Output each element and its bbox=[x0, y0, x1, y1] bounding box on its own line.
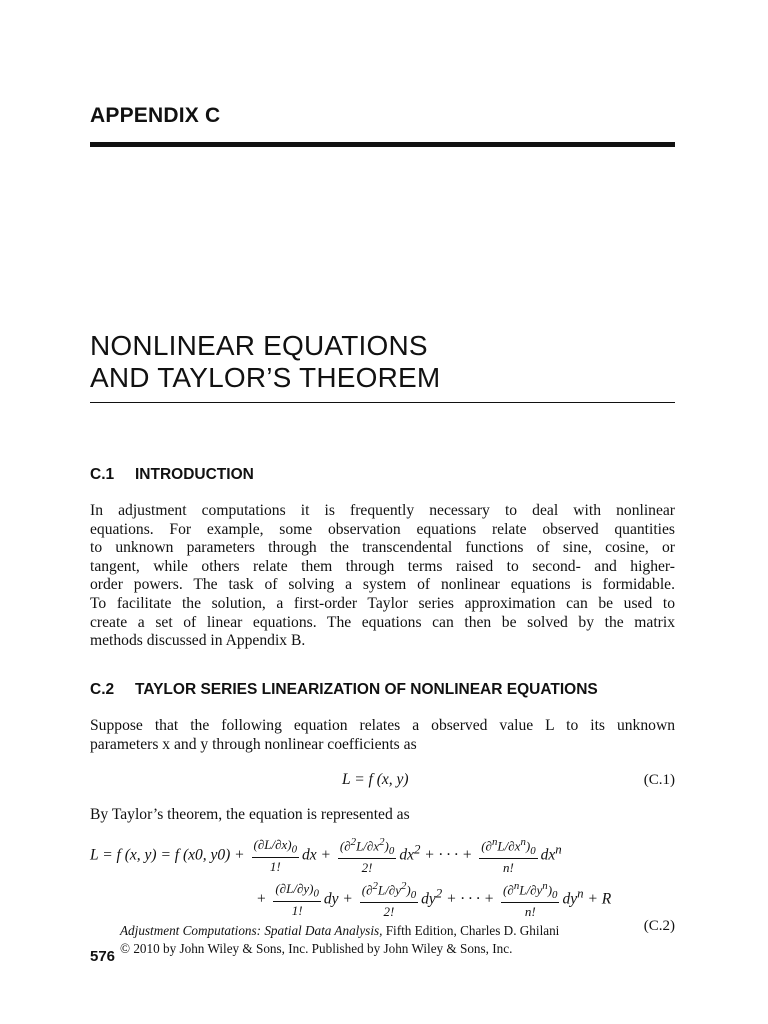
paragraph-line: To facilitate the solution, a first-order Taylor series approximation can be used to bbox=[90, 594, 675, 612]
equation-c1: L = f (x, y) bbox=[342, 771, 409, 788]
section-c1-heading bbox=[90, 466, 254, 484]
paragraph-line: methods discussed in Appendix B. bbox=[90, 632, 306, 650]
section-title: INTRODUCTION bbox=[135, 466, 254, 483]
suppose-paragraph bbox=[90, 717, 675, 754]
copyright-footer bbox=[120, 922, 559, 958]
equation-c2-row1: L = f (x, y) = f (x0, y0) + $\frac{(\partial L/\partial x)_0}{1!}$ dx + $\frac{(\partial^2L/\partial x^2)_0}{2!}$ $dx^2$ + · · · + $\frac{(\partial^nL/\partial x^n)_0}{n!}$ $dx^n$ bbox=[90, 836, 562, 875]
fraction-term: $\frac{(\partial^2L/\partial y^2)_0}{2!}$ bbox=[361, 880, 417, 919]
equation-lhs: L = f (x, y) = f (x0, y0) + bbox=[90, 846, 245, 864]
title-rule bbox=[90, 402, 675, 403]
paragraph-line: In adjustment computations it is frequently necessary to deal with nonlinear bbox=[90, 502, 675, 519]
section-c2-heading bbox=[90, 681, 598, 699]
paragraph-line: equations. For example, some observation equations relate observed quantities bbox=[90, 520, 675, 538]
equation-number: (C.1) bbox=[643, 772, 675, 788]
section-title: TAYLOR SERIES LINEARIZATION OF NONLINEAR EQUATIONS bbox=[135, 681, 598, 698]
paragraph-line: order powers. The task of solving a system of nonlinear equations is formidable. bbox=[90, 576, 675, 594]
paragraph-line: Suppose that the following equation relates a observed value L to its unknown bbox=[90, 717, 675, 734]
paragraph-line: parameters x and y through nonlinear coefficients as bbox=[90, 735, 417, 753]
chapter-title-line2: AND TAYLOR’S THEOREM bbox=[90, 362, 441, 393]
copyright-line: © 2010 by John Wiley & Sons, Inc. Published by John Wiley & Sons, Inc. bbox=[120, 941, 513, 956]
paragraph-line: to unknown parameters through the transcendental functions of sine, cosine, or bbox=[90, 539, 675, 557]
equation-number: (C.2) bbox=[643, 918, 675, 934]
section-number: C.2 bbox=[90, 681, 115, 698]
section-number: C.1 bbox=[90, 466, 115, 483]
taylor-intro bbox=[90, 806, 675, 825]
heading-rule bbox=[90, 142, 675, 147]
paragraph-line: tangent, while others relate them through terms raised to second- and higher- bbox=[90, 557, 675, 575]
fraction-term: $\frac{(\partial L/\partial y)_0}{1!}$ bbox=[275, 881, 319, 918]
fraction-term: $\frac{(\partial L/\partial x)_0}{1!}$ bbox=[253, 837, 298, 874]
equation-c2-row2: + $\frac{(\partial L/\partial y)_0}{1!}$ dy + $\frac{(\partial^2L/\partial y^2)_0}{2!}$ $dy^2$ + · · · + $\frac{(\partial^nL/\partial y^n)_0}{n!}$ $dy^n + R$ bbox=[256, 880, 612, 919]
fraction-term: $\frac{(\partial^nL/\partial x^n)_0}{n!}$ bbox=[481, 836, 536, 875]
chapter-title-line1: NONLINEAR EQUATIONS bbox=[90, 330, 428, 361]
book-title: Adjustment Computations: Spatial Data Analysis, bbox=[120, 923, 383, 938]
fraction-term: $\frac{(\partial^2L/\partial x^2)_0}{2!}$ bbox=[339, 836, 395, 875]
chapter-title bbox=[90, 330, 440, 394]
appendix-label: APPENDIX C bbox=[90, 104, 221, 127]
paragraph-line: create a set of linear equations. The equations can then be solved by the matrix bbox=[90, 613, 675, 631]
paragraph-line: By Taylor’s theorem, the equation is represented as bbox=[90, 806, 410, 823]
fraction-term: $\frac{(\partial^nL/\partial y^n)_0}{n!}$ bbox=[503, 880, 558, 919]
intro-paragraph bbox=[90, 502, 675, 651]
page-number: 576 bbox=[90, 948, 116, 965]
edition-author: Fifth Edition, Charles D. Ghilani bbox=[385, 923, 560, 938]
